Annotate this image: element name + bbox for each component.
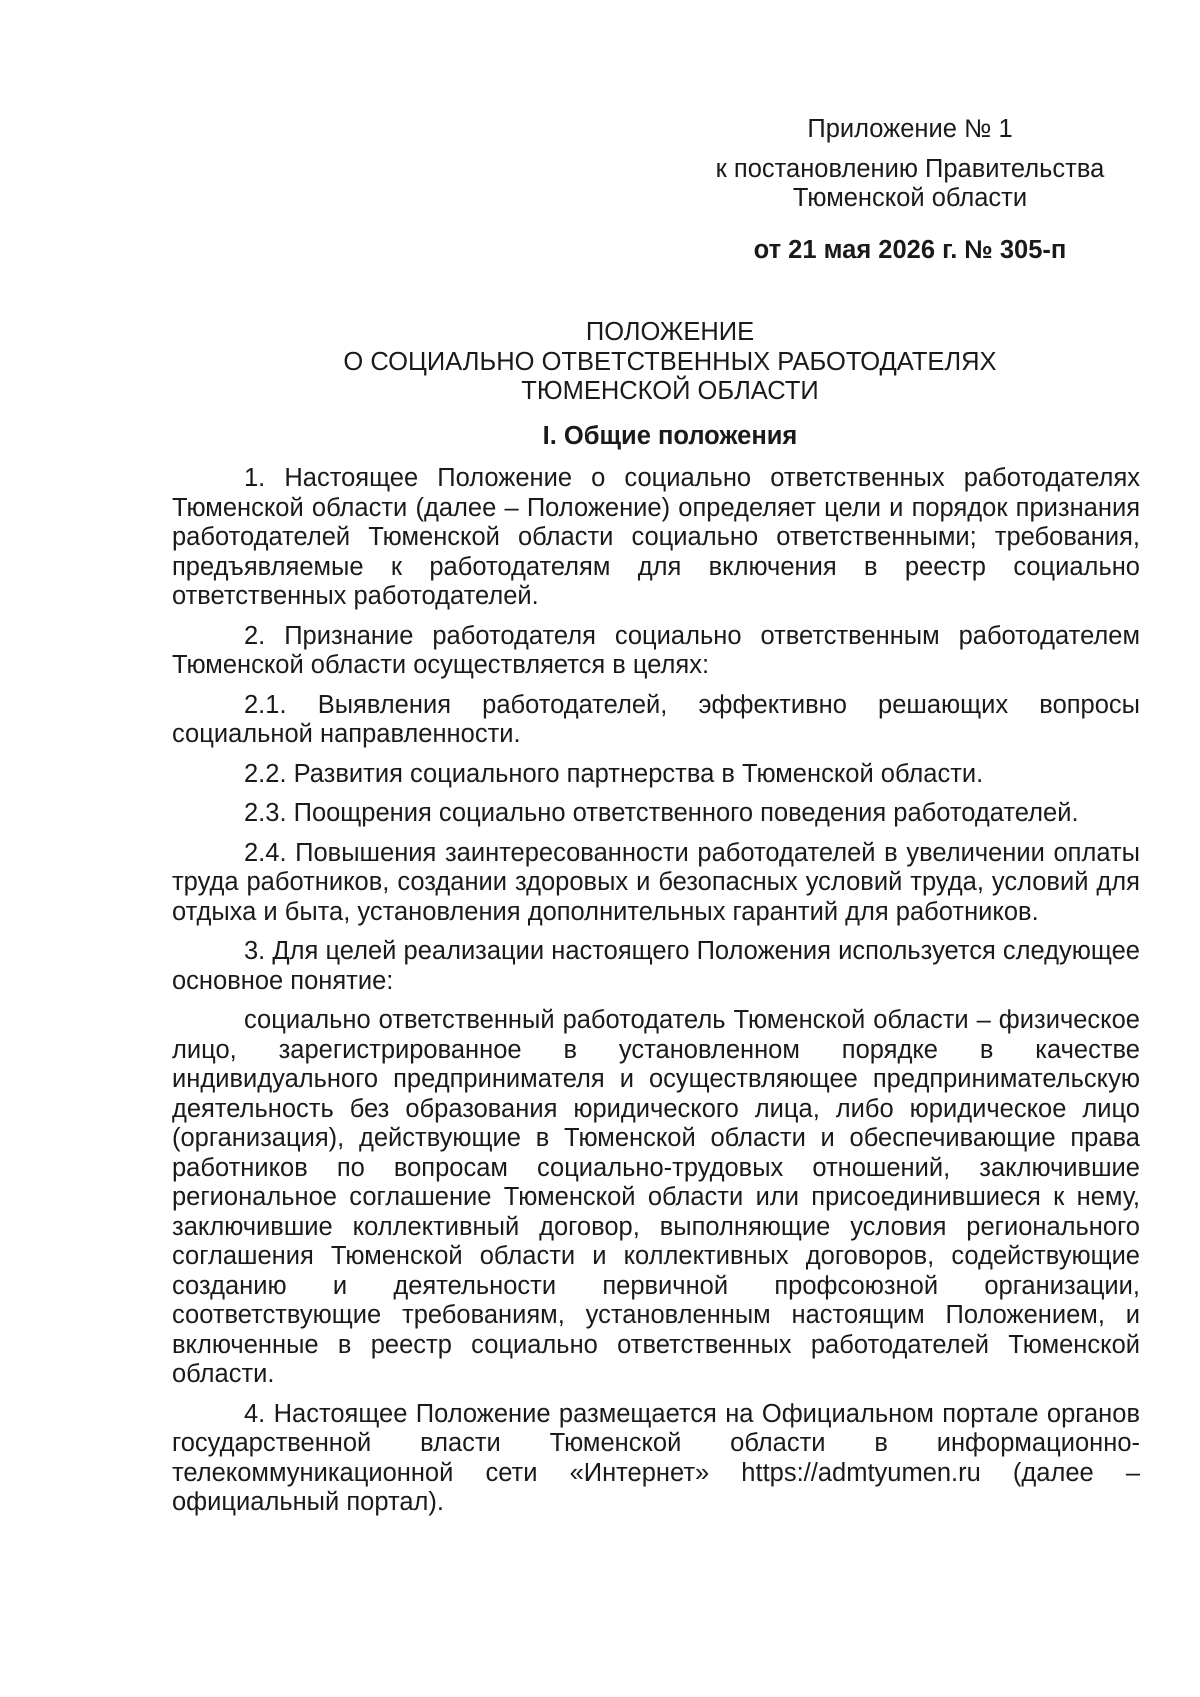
paragraph-3: 3. Для целей реализации настоящего Положения используется следующее основное понятие: xyxy=(172,937,1140,995)
paragraph-2: 2. Признание работодателя социально ответственным работодателем Тюменской области осуществляется в целях: xyxy=(172,621,1140,679)
paragraph-2-3: 2.3. Поощрения социально ответственного поведения работодателей. xyxy=(244,799,1079,827)
document-title xyxy=(170,318,1170,407)
title-line-1: ПОЛОЖЕНИЕ xyxy=(585,318,755,346)
paragraph-2-2: 2.2. Развития социального партнерства в Тюменской области. xyxy=(244,759,984,788)
annex-date: от 21 мая 2026 г. № 305-п xyxy=(753,235,1067,264)
annex-number: Приложение № 1 xyxy=(807,115,1013,143)
title-line-3: ТЮМЕНСКОЙ ОБЛАСТИ xyxy=(521,377,819,405)
annex-block xyxy=(700,115,1120,265)
paragraph-2-1: 2.1. Выявления работодателей, эффективно решающих вопросы социальной направленности. xyxy=(172,690,1140,748)
title-line-2: О СОЦИАЛЬНО ОТВЕТСТВЕННЫХ РАБОТОДАТЕЛЯХ xyxy=(343,347,997,376)
annex-reference: к постановлению Правительства Тюменской области xyxy=(715,154,1105,212)
paragraph-2-4: 2.4. Повышения заинтересованности работодателей в увеличении оплаты труда работников, создании здоровых и безопасных условий труда, условий для отдыха и быта, установления дополнительных гарантий для работников. xyxy=(172,838,1140,926)
paragraph-1: 1. Настоящее Положение о социально ответственных работодателях Тюменской области (далее – Положение) определяет цели и порядок признания работодателей Тюменской области социально ответственными; требования, предъявляемые к работодателям для включения в реестр социально ответственных работодателей. xyxy=(172,464,1140,610)
document-body xyxy=(172,464,1140,1528)
paragraph-4: 4. Настоящее Положение размещается на Официальном портале органов государственной власти Тюменской области в информационно-телекоммуникационной сети «Интернет» https://admtyumen.ru (далее – официальный портал). xyxy=(172,1399,1140,1516)
paragraph-definition: социально ответственный работодатель Тюменской области – физическое лицо, зарегистрированное в установленном порядке в качестве индивидуального предпринимателя и осуществляющее предпринимательскую деятельность без образования юридического лица, либо юридическое лицо (организация), действующие в Тюменской области и обеспечивающие права работников по вопросам социально-трудовых отношений, заключившие региональное соглашение Тюменской области или присоединившиеся к нему, заключившие коллективный договор, выполняющие условия регионального соглашения Тюменской области и коллективных договоров, содействующие созданию и деятельности первичной профсоюзной организации, соответствующие требованиям, установленным настоящим Положением, и включенные в реестр социально ответственных работодателей Тюменской области. xyxy=(172,1006,1140,1388)
section-heading: I. Общие положения xyxy=(542,422,798,450)
